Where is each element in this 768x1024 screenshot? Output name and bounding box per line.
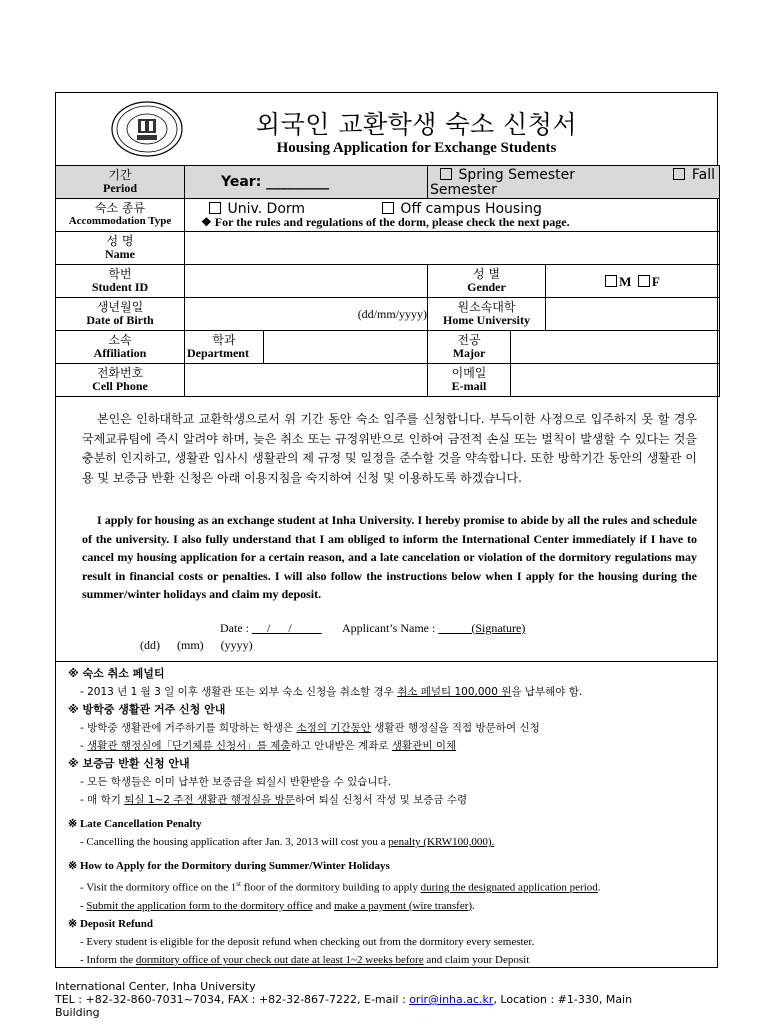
- dorm-rules-note: ❖ For the rules and regulations of the dorm, please check the next page.: [201, 214, 570, 229]
- dob-label-en: Date of Birth: [86, 313, 154, 327]
- note-ko-holiday-line2: - 생활관 행정실에「단기체류 신청서」를 제출하고 안내받은 계좌로 생활관비 이체: [80, 740, 457, 752]
- note-en-cancel-line: - Cancelling the housing application after Jan. 3, 2013 will cost you a penalty (KRW100,000).: [80, 836, 495, 848]
- univ-dorm-label: Univ. Dorm: [227, 200, 306, 217]
- gender-options: [546, 265, 720, 298]
- major-input[interactable]: [511, 331, 720, 364]
- statement-english: I apply for housing as an exchange student at Inha University. I hereby promise to abide by all the rules and schedule of the university. I also fully understand that I am obliged to inform the International Center immediately if I have to cancel my housing application for a certain reason, and a late cancelation or violation of the dormitory regulations may result in financial costs or penalties. I will also follow the instructions below when I apply for the housing during the summer/winter holidays and claim my deposit.: [82, 513, 697, 601]
- note-en-cancel-heading: ※ Late Cancellation Penalty: [68, 818, 202, 830]
- note-ko-deposit-line1: - 모든 학생들은 이미 납부한 보증금을 퇴실시 반환받을 수 있습니다.: [80, 776, 392, 788]
- female-label: F: [651, 273, 660, 289]
- form-header: [56, 93, 717, 165]
- off-campus-label: Off campus Housing: [400, 200, 542, 217]
- off-campus-checkbox[interactable]: [382, 202, 394, 214]
- footer-contact: TEL : +82-32-860-7031~7034, FAX : +82-32-867-7222, E-mail : orir@inha.ac.kr, Location : #1-330, Main: [55, 993, 633, 1006]
- semester-options: [428, 166, 720, 199]
- department-input[interactable]: [264, 331, 428, 364]
- fall-checkbox[interactable]: [673, 168, 685, 180]
- spring-label: Spring Semester: [458, 166, 576, 183]
- gender-label-ko: 성 별: [473, 267, 501, 281]
- phone-row: [56, 364, 720, 397]
- email-input[interactable]: [511, 364, 720, 397]
- name-input[interactable]: [185, 232, 720, 265]
- accommodation-options: [185, 199, 720, 232]
- accommodation-label-en: Accommodation Type: [68, 215, 172, 227]
- note-en-holiday-heading: ※ How to Apply for the Dormitory during Summer/Winter Holidays: [68, 860, 390, 872]
- email-label-en: E-mail: [451, 379, 487, 393]
- note-ko-holiday-line1: - 방학중 생활관에 거주하기를 희망하는 학생은 소정의 기간동안 생활관 행정실을 직접 방문하여 신청: [80, 722, 540, 734]
- note-ko-cancel-heading: ※ 숙소 취소 페널티: [68, 667, 165, 680]
- affiliation-label-ko: 소속: [108, 333, 132, 347]
- affiliation-label-en: Affiliation: [93, 346, 147, 360]
- year-field[interactable]: Year: _________: [185, 166, 428, 199]
- home-univ-input[interactable]: [546, 298, 720, 331]
- note-en-holiday-line2: - Submit the application form to the dormitory office and make a payment (wire transfer).: [80, 899, 475, 912]
- note-ko-holiday-heading: ※ 방학중 생활관 거주 신청 안내: [68, 703, 226, 716]
- footer-building: Building: [55, 1006, 100, 1019]
- note-ko-deposit-heading: ※ 보증금 반환 신청 안내: [68, 757, 190, 770]
- student-id-input[interactable]: [185, 265, 428, 298]
- application-form: [55, 92, 718, 968]
- accommodation-label-ko: 숙소 종류: [94, 201, 146, 215]
- note-ko-deposit-line2: - 매 학기 퇴실 1~2 주전 생활관 행정실을 방문하여 퇴실 신청서 작성 및 보증금 수령: [80, 794, 468, 806]
- signature-line: [220, 621, 525, 636]
- note-en-deposit-heading: ※ Deposit Refund: [68, 917, 154, 930]
- dob-label-ko: 생년월일: [96, 300, 144, 314]
- email-label-ko: 이메일: [451, 366, 487, 380]
- student-id-row: [56, 265, 720, 298]
- name-label-ko: 성 명: [106, 234, 134, 248]
- footer-email-link[interactable]: orir@inha.ac.kr: [409, 993, 494, 1006]
- note-en-deposit-line2: - Inform the dormitory office of your check out date at least 1~2 weeks before and claim your Deposit: [80, 953, 530, 966]
- male-checkbox[interactable]: [605, 275, 617, 287]
- dob-row: [56, 298, 720, 331]
- univ-dorm-checkbox[interactable]: [209, 202, 221, 214]
- female-checkbox[interactable]: [638, 275, 650, 287]
- fall-label: Fall: [691, 166, 716, 183]
- department-label-en: Department: [187, 346, 249, 360]
- note-en-holiday-line1: - Visit the dormitory office on the 1st floor of the dormitory building to apply during the designated application period.: [80, 880, 601, 894]
- note-ko-cancel-line: - 2013 년 1 월 3 일 이후 생활관 또는 외부 숙소 신청을 취소할 경우 취소 페널티 100,000 원을 납부해야 함.: [80, 686, 583, 698]
- contact-footer: [55, 980, 723, 1019]
- applicant-name-label: Applicant’s Name :: [342, 621, 436, 635]
- student-id-label-en: Student ID: [91, 280, 149, 294]
- date-format-labels: [140, 638, 253, 653]
- dob-input[interactable]: [185, 298, 428, 331]
- mm-label: (mm): [177, 638, 204, 652]
- phone-label-ko: 전화번호: [96, 366, 144, 380]
- department-label-ko: 학과: [212, 333, 236, 347]
- applicant-info-table: [55, 165, 720, 397]
- dd-label: (dd): [140, 638, 160, 652]
- home-univ-label-en: Home University: [443, 313, 530, 327]
- title-korean: 외국인 교환학생 숙소 신청서: [255, 110, 578, 139]
- student-id-label-ko: 학번: [108, 267, 132, 281]
- period-label-en: Period: [103, 181, 137, 195]
- dob-format-hint: (dd/mm/yyyy): [357, 306, 428, 321]
- name-row: [56, 232, 720, 265]
- phone-label-en: Cell Phone: [92, 379, 148, 393]
- spring-checkbox[interactable]: [440, 168, 452, 180]
- yyyy-label: (yyyy): [220, 638, 253, 652]
- phone-input[interactable]: [185, 364, 428, 397]
- home-univ-label-ko: 원소속대학: [457, 300, 516, 314]
- title-english: Housing Application for Exchange Students: [276, 140, 557, 156]
- date-field[interactable]: / /: [252, 621, 322, 635]
- signature-field[interactable]: (Signature): [438, 621, 526, 635]
- accommodation-row: [56, 199, 720, 232]
- note-en-deposit-line1: - Every student is eligible for the deposit refund when checking out from the dormitory every semester.: [80, 935, 535, 948]
- guidelines-section: [56, 665, 717, 969]
- affiliation-row: [56, 331, 720, 364]
- date-label: Date :: [220, 621, 249, 635]
- fall-semester-label: Semester: [430, 181, 497, 198]
- gender-label-en: Gender: [467, 280, 506, 294]
- period-label-ko: 기간: [108, 168, 132, 182]
- section-divider: [56, 661, 717, 662]
- major-label-ko: 전공: [457, 333, 481, 347]
- footer-org: International Center, Inha University: [55, 980, 256, 993]
- name-label-en: Name: [105, 247, 135, 261]
- period-row: [56, 166, 720, 199]
- statement-korean: 본인은 인하대학교 교환학생으로서 위 기간 동안 숙소 입주를 신청합니다. 부득이한 사정으로 입주하지 못 할 경우 국제교류팀에 즉시 알려야 하며, 늦은 취소 또는 규정위반으로 인하여 금전적 손실 또는 벌칙이 발생할 수 있다는 것을 충분히 인지하고, 생활관 입사시 생활관의 제 규정 및 일정을 준수할 것을 약속합니다. 또한 방학기간 동안의 생활관 이용 및 보증금 반환 신청은 아래 이용지침을 숙지하여 신청 및 이용하도록 하겠습니다.: [82, 412, 697, 485]
- male-label: M: [619, 273, 632, 289]
- major-label-en: Major: [452, 346, 486, 360]
